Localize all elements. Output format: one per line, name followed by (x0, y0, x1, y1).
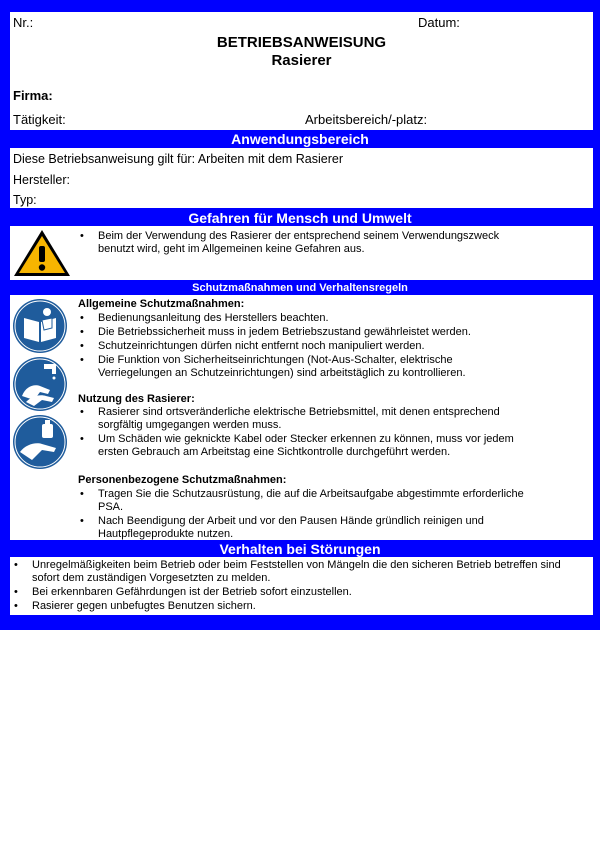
gefahren-list (78, 230, 538, 257)
list-item: • Rasierer sind ortsveränderliche elektrische Betriebsmittel, mit denen entsprechend sorgfältig umgegangen werden muss. (78, 406, 528, 432)
list-item: • Unregelmäßigkeiten beim Betrieb oder beim Feststellen von Mängeln die den sicheren Betrieb betreffen sind sofort dem zuständigen Vorgesetzten zu melden. (12, 559, 590, 585)
firma-label: Firma: (13, 88, 53, 103)
warning-triangle-icon (12, 228, 72, 278)
read-manual-icon (12, 298, 68, 354)
datum-label: Datum: (418, 15, 460, 30)
list-item: • Um Schäden wie geknickte Kabel oder Stecker erkennen zu können, muss vor jedem ersten Gebrauch am Arbeitstag eine Sichtkontrolle durchgeführt werden. (78, 433, 528, 459)
stoerungen-list (12, 559, 590, 614)
anwendungsbereich-text: Diese Betriebsanweisung gilt für: Arbeiten mit dem Rasierer (13, 152, 344, 166)
list-item: • Die Funktion von Sicherheitseinrichtungen (Not-Aus-Schalter, elektrische Verriegelungen an Schutzeinrichtungen) sind arbeitstäglich zu kontrollieren. (78, 354, 528, 380)
person-title: Personenbezogene Schutzmaßnahmen: (78, 474, 287, 486)
list-item: • Bedienungsanleitung des Herstellers beachten. (78, 312, 528, 325)
nutzung-title: Nutzung des Rasierer: (78, 393, 195, 405)
nutzung-list (78, 406, 528, 460)
arbeitsbereich-label: Arbeitsbereich/-platz: (305, 112, 428, 127)
hand-care-icon (12, 414, 68, 470)
list-item: • Die Betriebssicherheit muss in jedem Betriebszustand gewährleistet werden. (78, 326, 528, 339)
gefahren-heading: Gefahren für Mensch und Umwelt (188, 210, 412, 226)
document-title: BETRIEBSANWEISUNG (216, 34, 387, 51)
typ-label: Typ: (13, 193, 37, 207)
list-item: • Bei erkennbaren Gefährdungen ist der Betrieb sofort einzustellen. (12, 586, 590, 599)
gefahren-item: • Beim der Verwendung des Rasierer der entsprechend seinem Verwendungszweck benutzt wird, geht im Allgemeinen keine Gefahren aus. (78, 230, 538, 256)
wash-hands-icon (12, 356, 68, 412)
header-block (10, 12, 593, 130)
nr-label: Nr.: (13, 15, 34, 30)
taetigkeit-label: Tätigkeit: (13, 112, 66, 127)
list-item: • Tragen Sie die Schutzausrüstung, die auf die Arbeitsaufgabe abgestimmte erforderliche PSA. (78, 488, 528, 514)
anwendungsbereich-heading: Anwendungsbereich (231, 131, 369, 147)
hersteller-label: Hersteller: (13, 173, 70, 187)
allgemein-list (78, 312, 528, 381)
list-item: • Rasierer gegen unbefugtes Benutzen sichern. (12, 600, 590, 613)
list-item: • Schutzeinrichtungen dürfen nicht entfernt noch manipuliert werden. (78, 340, 528, 353)
list-item: • Nach Beendigung der Arbeit und vor den Pausen Hände gründlich reinigen und Hautpflegeprodukte nutzen. (78, 515, 528, 541)
document-subtitle: Rasierer (271, 52, 332, 69)
person-list (78, 488, 528, 542)
allgemein-title: Allgemeine Schutzmaßnahmen: (78, 298, 245, 310)
stoerungen-heading: Verhalten bei Störungen (219, 541, 381, 557)
schutz-heading: Schutzmaßnahmen und Verhaltensregeln (192, 282, 408, 294)
